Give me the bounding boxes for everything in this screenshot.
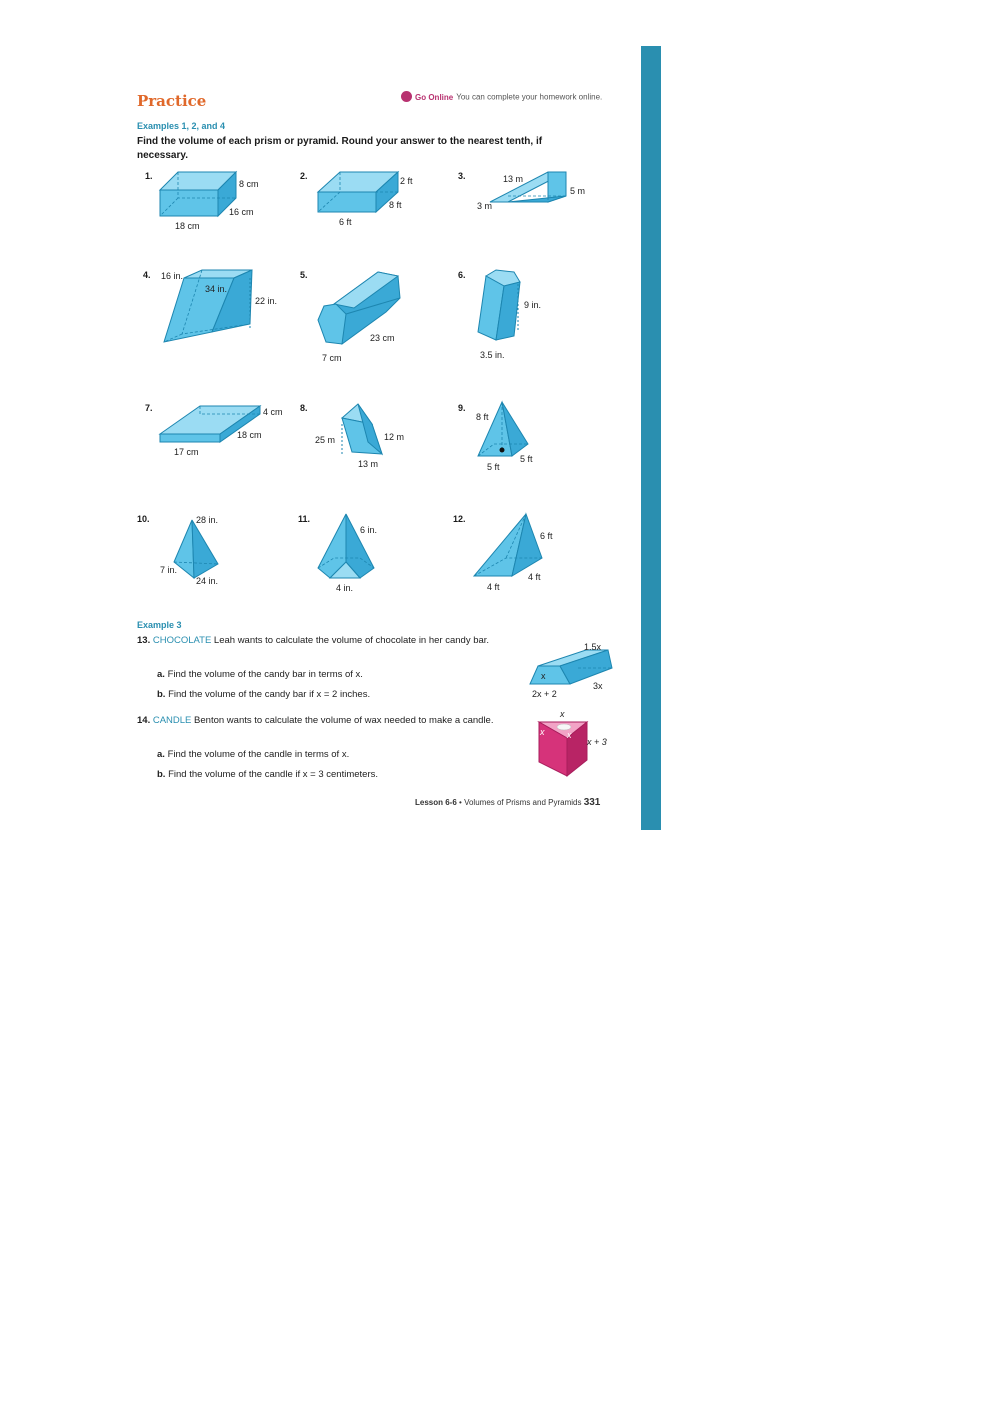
example-3-label: Example 3	[137, 620, 182, 630]
part-a-label: a.	[157, 749, 165, 760]
dim-label: 2 ft	[400, 176, 413, 186]
figure-9-square-pyramid	[476, 400, 530, 460]
dim-label: 8 cm	[239, 179, 259, 189]
figure-3-triangular-prism	[488, 170, 568, 206]
problem-number: 2.	[300, 171, 308, 181]
problem-number: 12.	[453, 514, 466, 524]
problem-number: 3.	[458, 171, 466, 181]
problem-14-tag: CANDLE	[152, 715, 192, 726]
dim-label: 25 m	[315, 435, 336, 445]
dim-label: 8 ft	[389, 200, 402, 210]
part-a-label: a.	[157, 669, 165, 680]
dim-label: 8 ft	[476, 412, 489, 422]
problem-13-text: Leah wants to calculate the volume of chocolate in her candy bar.	[213, 635, 490, 646]
page-footer	[415, 797, 600, 808]
dim-label: 7 in.	[160, 565, 178, 575]
candy-label-top: 1.5x	[584, 642, 602, 652]
problem-13b-text: Find the volume of the candy bar if x = 2 inches.	[168, 689, 371, 700]
footer-bullet: •	[459, 798, 462, 807]
figure-11-pentagonal-pyramid	[316, 512, 376, 580]
problem-13-number: 13.	[137, 635, 151, 646]
dim-label: 4 cm	[263, 407, 283, 417]
problem-14-text: Benton wants to calculate the volume of wax needed to make a candle.	[194, 715, 494, 726]
figure-1-rectangular-prism	[158, 170, 238, 220]
figure-2-rectangular-prism	[316, 170, 400, 214]
footer-lesson: Lesson 6-6	[415, 798, 457, 807]
part-b-label: b.	[157, 689, 166, 700]
problem-13-tag: CHOCOLATE	[152, 635, 212, 646]
dim-label: 34 in.	[205, 284, 228, 294]
problem-14a-text: Find the volume of the candle in terms of x.	[167, 749, 350, 760]
problem-14b-text: Find the volume of the candle if x = 3 centimeters.	[168, 769, 378, 780]
dim-label: 6 ft	[339, 217, 352, 227]
problem-14a	[157, 749, 349, 760]
dim-label: 13 m	[358, 459, 379, 469]
go-online-label[interactable]: Go Online	[415, 92, 454, 102]
dim-label: 17 cm	[174, 447, 199, 457]
dim-label: 18 cm	[237, 430, 262, 440]
candle-label-left: x	[540, 727, 545, 737]
dim-label: 16 cm	[229, 207, 254, 217]
dim-label: 5 ft	[520, 454, 533, 464]
problem-number: 10.	[137, 514, 150, 524]
dim-label: 9 in.	[524, 300, 542, 310]
problem-13	[137, 634, 507, 648]
candy-label-slant: x	[541, 671, 546, 681]
candle-label-top: x	[560, 709, 565, 719]
dim-label: 22 in.	[255, 296, 278, 306]
problem-14	[137, 714, 507, 728]
problem-14b	[157, 769, 378, 780]
dim-label: 3 m	[477, 201, 493, 211]
page-title: Practice	[137, 92, 207, 110]
dim-label: 6 ft	[540, 531, 553, 541]
dim-label: 12 m	[384, 432, 405, 442]
dim-label: 7 cm	[322, 353, 342, 363]
dim-label: 16 in.	[161, 271, 184, 281]
dim-label: 28 in.	[196, 515, 219, 525]
problem-13a	[157, 669, 363, 680]
dim-label: 5 m	[570, 186, 586, 196]
dim-label: 5 ft	[487, 462, 500, 472]
problem-number: 4.	[143, 270, 151, 280]
dim-label: 24 in.	[196, 576, 219, 586]
candy-label-side: 3x	[593, 681, 603, 691]
candle-label-height: x + 3	[587, 737, 607, 747]
page-number: 331	[583, 797, 601, 808]
problem-number: 8.	[300, 403, 308, 413]
candle-label-mid: x	[567, 730, 572, 740]
figure-8-triangular-prism	[338, 402, 386, 458]
problem-number: 1.	[145, 171, 153, 181]
examples-label: Examples 1, 2, and 4	[137, 121, 226, 131]
dim-label: 23 cm	[370, 333, 395, 343]
dim-label: 4 ft	[487, 582, 500, 592]
dim-label: 3.5 in.	[480, 350, 505, 360]
problem-number: 9.	[458, 403, 466, 413]
problem-13a-text: Find the volume of the candy bar in terms of x.	[167, 669, 363, 680]
figure-6-pentagonal-prism	[476, 270, 522, 344]
dim-label: 4 in.	[336, 583, 354, 593]
go-online-icon	[401, 91, 412, 102]
problem-number: 5.	[300, 270, 308, 280]
footer-title: Volumes of Prisms and Pyramids	[464, 798, 582, 807]
page-edge-bar	[641, 46, 661, 830]
go-online-note[interactable]	[401, 92, 602, 103]
part-b-label: b.	[157, 769, 166, 780]
go-online-text: You can complete your homework online.	[456, 92, 603, 102]
dim-label: 4 ft	[528, 572, 541, 582]
instructions: Find the volume of each prism or pyramid. Round your answer to the nearest tenth, if necessary.	[137, 136, 543, 161]
figure-10-triangular-pyramid	[172, 518, 220, 580]
figure-12-square-pyramid	[472, 512, 544, 580]
problem-number: 7.	[145, 403, 153, 413]
problem-14-number: 14.	[137, 715, 151, 726]
dim-label: 6 in.	[360, 525, 378, 535]
problem-number: 6.	[458, 270, 466, 280]
dim-label: 13 m	[503, 174, 524, 184]
candy-label-bottom: 2x + 2	[532, 689, 557, 699]
problem-number: 11.	[298, 514, 311, 524]
problem-13b	[157, 689, 370, 700]
dim-label: 18 cm	[175, 221, 200, 231]
